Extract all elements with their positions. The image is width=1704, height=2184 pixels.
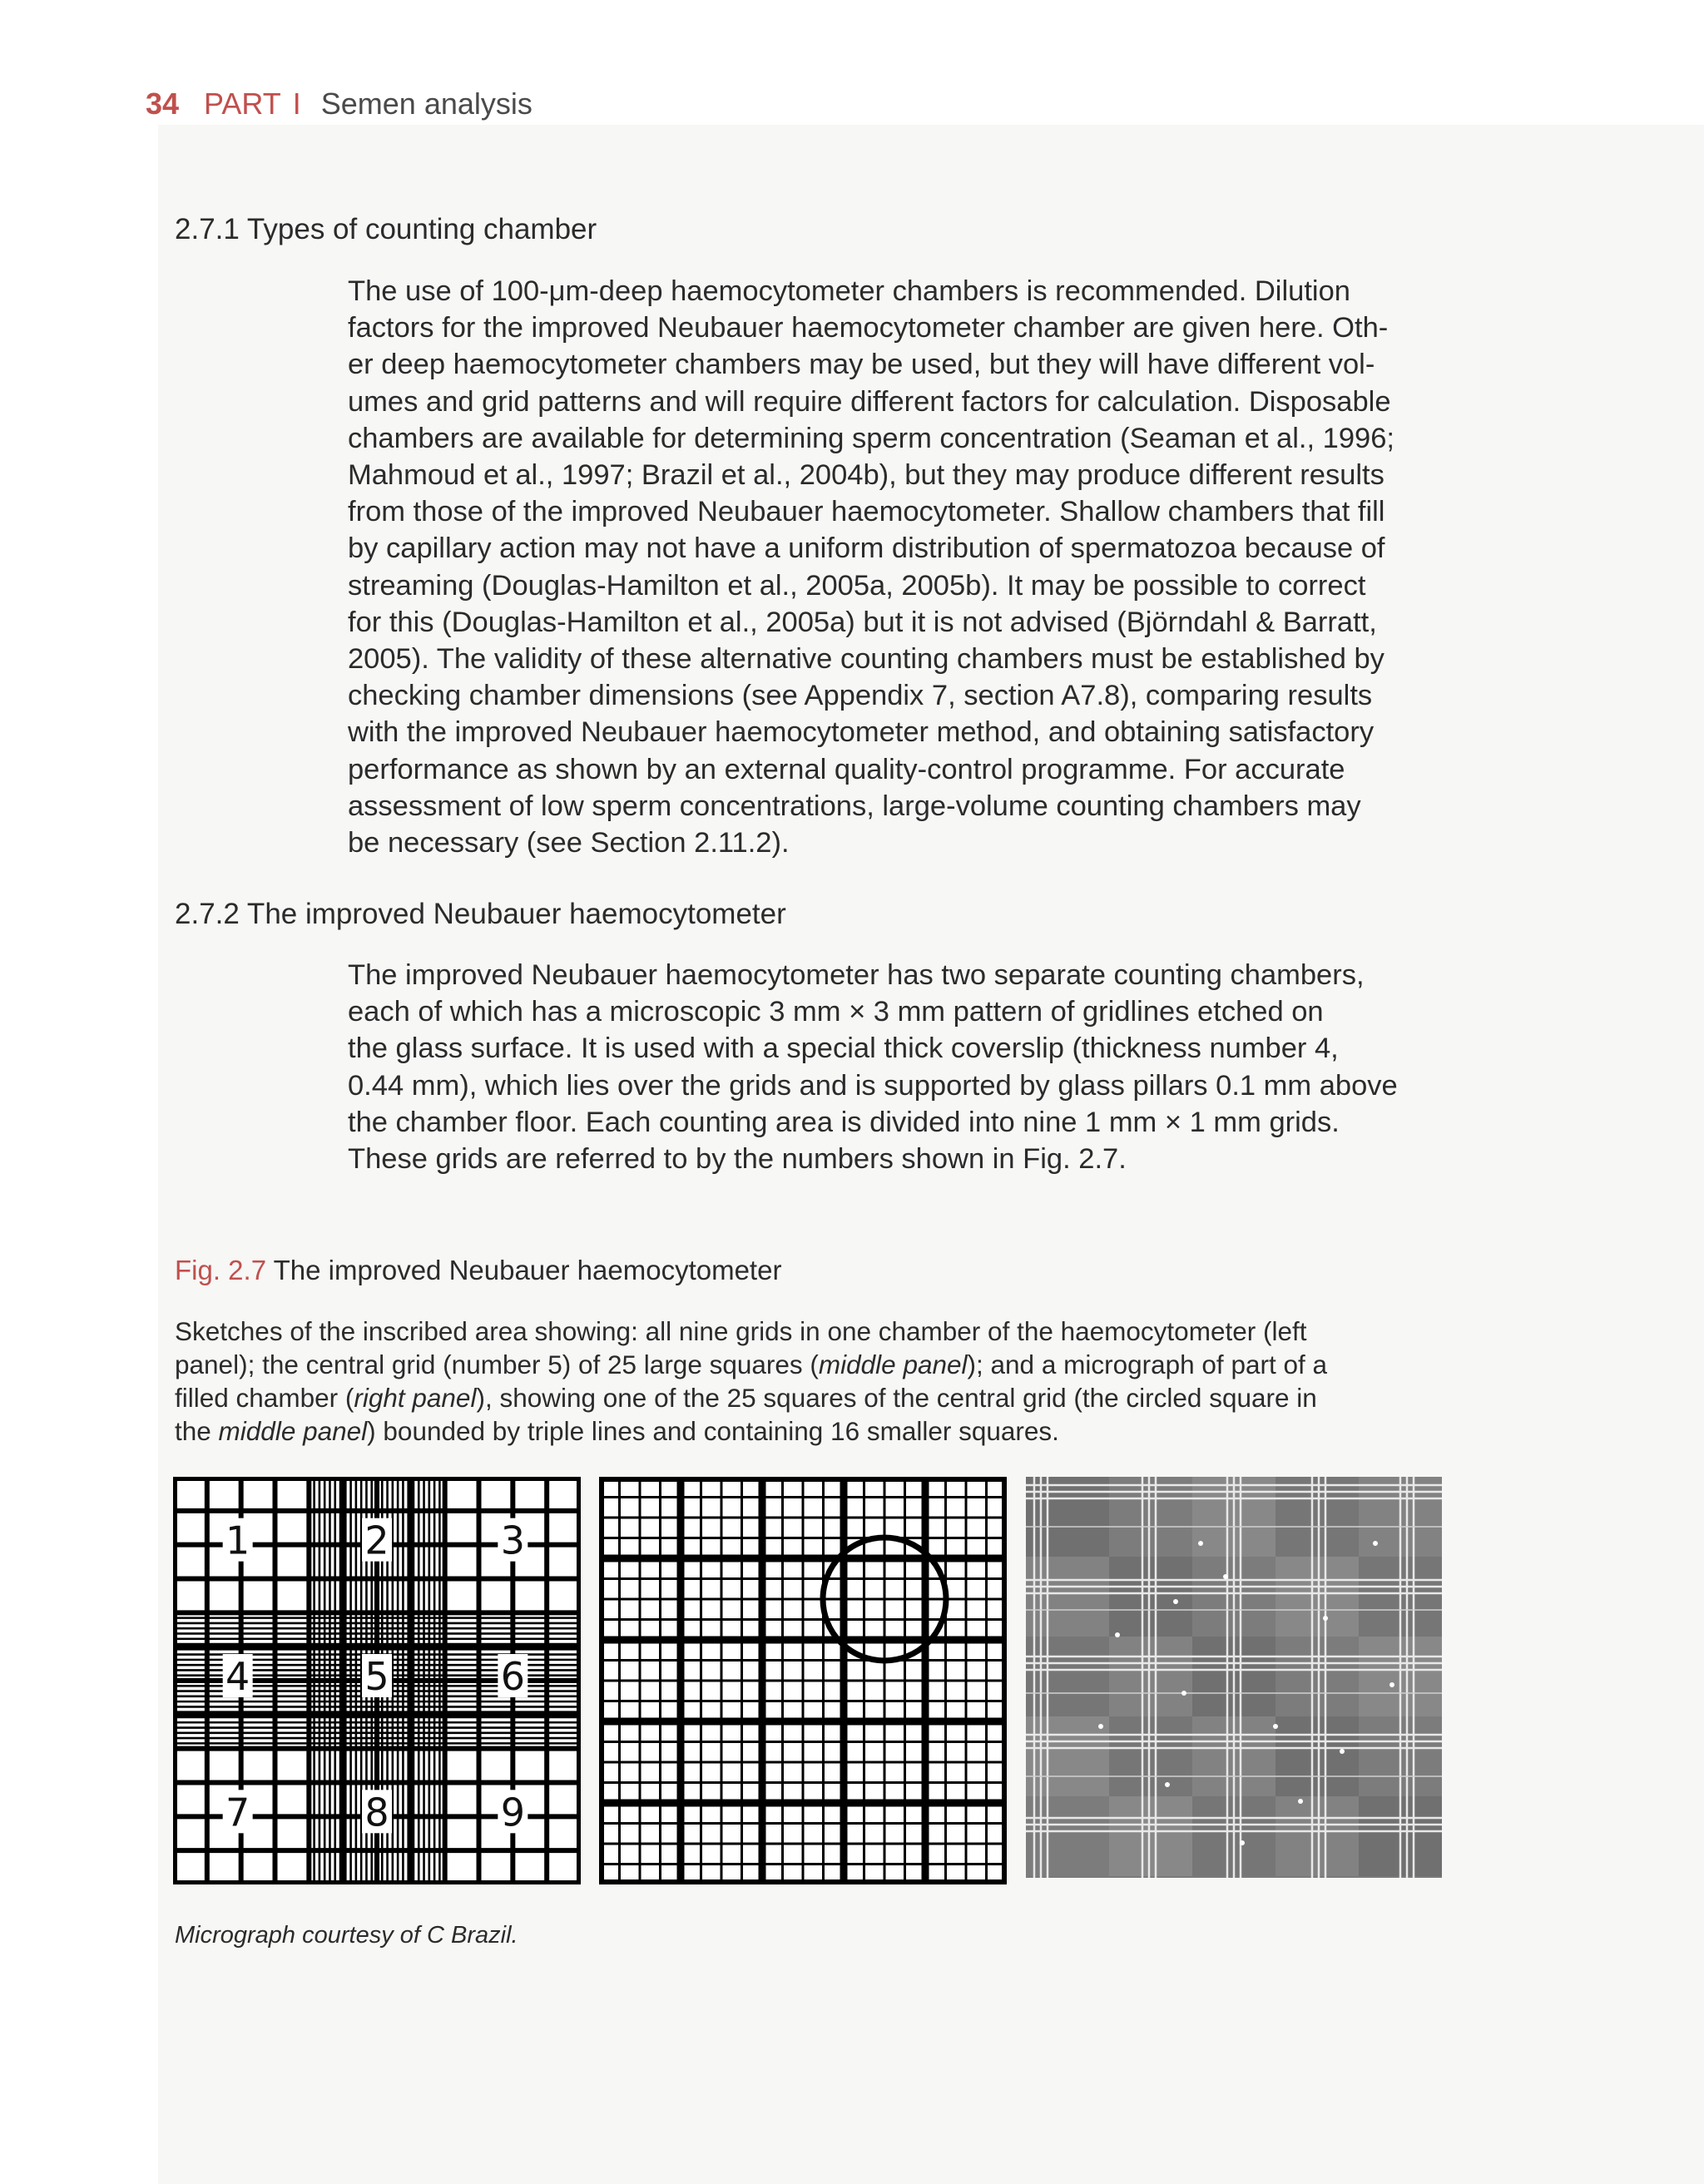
micrograph-tone <box>1276 1796 1359 1876</box>
sperm-cell <box>1173 1599 1178 1604</box>
sperm-cell <box>1273 1724 1278 1729</box>
text-line: the glass surface. It is used with a special thick coverslip (thickness number 4, <box>348 1033 1339 1065</box>
grid-number: 1 <box>225 1518 250 1563</box>
text-line: performance as shown by an external quality-control programme. For accurate <box>348 753 1345 785</box>
text-line: chambers are available for determining sperm concentration (Seaman et al., 1996; <box>348 422 1395 454</box>
sperm-cell <box>1389 1682 1394 1687</box>
sperm-cell <box>1181 1691 1186 1696</box>
text-line: er deep haemocytometer chambers may be used, but they will have different vol- <box>348 349 1375 381</box>
section-heading-2-7-1: 2.7.1 Types of counting chamber <box>175 213 597 245</box>
grid-number: 9 <box>500 1790 525 1835</box>
micrograph-image <box>1026 1477 1442 1878</box>
micrograph-tone <box>1276 1557 1359 1637</box>
micrograph-tone <box>1026 1557 1109 1637</box>
micrograph-tone <box>1026 1477 1109 1557</box>
sperm-cell <box>1115 1632 1120 1637</box>
grid-number: 7 <box>225 1790 250 1835</box>
sperm-cell <box>1165 1782 1170 1787</box>
running-title: Semen analysis <box>320 87 532 121</box>
central-grid-diagram <box>599 1477 1007 1884</box>
micrograph-tone <box>1109 1796 1192 1876</box>
caption-line: Sketches of the inscribed area showing: all nine grids in one chamber of the haemocytometer (left <box>175 1316 1307 1346</box>
text-line: each of which has a microscopic 3 mm × 3 mm pattern of gridlines etched on <box>348 996 1324 1028</box>
micrograph-tone <box>1026 1716 1109 1796</box>
caption-line: panel); the central grid (number 5) of 25 large squares (middle panel); and a micrograph of part of a <box>175 1350 1328 1379</box>
text-line: by capillary action may not have a uniform distribution of spermatozoa because of <box>348 532 1385 565</box>
sperm-cell <box>1340 1749 1345 1754</box>
micrograph-tone <box>1109 1716 1192 1796</box>
micrograph-tone <box>1026 1796 1109 1876</box>
text-line: The improved Neubauer haemocytometer has two separate counting chambers, <box>348 959 1365 991</box>
grid-number: 3 <box>500 1518 525 1563</box>
micrograph-tone <box>1276 1716 1359 1796</box>
caption-line: filled chamber (right panel), showing one of the 25 squares of the central grid (the circled square in <box>175 1383 1317 1413</box>
figure-label: Fig. 2.7 <box>175 1255 267 1285</box>
micrograph-tone <box>1109 1637 1192 1716</box>
text-line: umes and grid patterns and will require different factors for calculation. Disposable <box>348 385 1391 418</box>
sperm-cell <box>1240 1840 1245 1845</box>
figure-title-text: The improved Neubauer haemocytometer <box>273 1255 782 1285</box>
text-line: 0.44 mm), which lies over the grids and is supported by glass pillars 0.1 mm above <box>348 1069 1398 1102</box>
grid-number: 2 <box>364 1518 389 1563</box>
text-line: factors for the improved Neubauer haemocytometer chamber are given here. Oth- <box>348 312 1389 344</box>
text-line: with the improved Neubauer haemocytometer method, and obtaining satisfactory <box>348 716 1375 749</box>
figure-credit: Micrograph courtesy of C Brazil. <box>175 1922 518 1949</box>
section-heading-2-7-2: 2.7.2 The improved Neubauer haemocytometer <box>175 898 786 930</box>
micrograph-tone <box>1276 1477 1359 1557</box>
micrograph-tone <box>1109 1557 1192 1637</box>
text-line: The use of 100-μm-deep haemocytometer chambers is recommended. Dilution <box>348 275 1350 307</box>
text-line: the chamber floor. Each counting area is divided into nine 1 mm × 1 mm grids. <box>348 1106 1340 1138</box>
text-line: Mahmoud et al., 1997; Brazil et al., 2004b), but they may produce different results <box>348 459 1384 492</box>
text-line: checking chamber dimensions (see Appendix 7, section A7.8), comparing results <box>348 680 1373 712</box>
sperm-cell <box>1223 1574 1228 1579</box>
grid-number: 6 <box>500 1654 525 1699</box>
text-line: from those of the improved Neubauer haemocytometer. Shallow chambers that fill <box>348 496 1385 528</box>
part-label: PART <box>204 87 281 121</box>
micrograph-tone <box>1109 1477 1192 1557</box>
text-line: 2005). The validity of these alternative counting chambers must be established by <box>348 643 1384 676</box>
grid-number: 4 <box>225 1654 250 1699</box>
figure-title <box>175 1255 781 1286</box>
sperm-cell <box>1198 1541 1203 1546</box>
figure-caption <box>175 1315 1456 1448</box>
micrograph-tone <box>1276 1637 1359 1716</box>
sperm-cell <box>1373 1541 1378 1546</box>
page-number: 34 <box>146 87 180 121</box>
running-header <box>146 87 532 121</box>
text-line: streaming (Douglas-Hamilton et al., 2005a, 2005b). It may be possible to correct <box>348 569 1366 602</box>
text-line: These grids are referred to by the numbers shown in Fig. 2.7. <box>348 1143 1127 1176</box>
sperm-cell <box>1298 1799 1303 1804</box>
grid-number: 8 <box>364 1790 389 1835</box>
text-line: for this (Douglas-Hamilton et al., 2005a) but it is not advised (Björndahl & Barratt, <box>348 606 1377 638</box>
caption-line: the middle panel) bounded by triple lines and containing 16 smaller squares. <box>175 1416 1059 1446</box>
micrograph-tone <box>1026 1637 1109 1716</box>
section-2-7-1-body <box>348 273 1446 861</box>
grid-number: 5 <box>364 1654 389 1699</box>
part-numeral: I <box>292 87 301 121</box>
section-2-7-2-body <box>348 957 1446 1177</box>
text-line: be necessary (see Section 2.11.2). <box>348 827 790 859</box>
nine-grid-chamber-diagram <box>173 1477 581 1884</box>
text-line: assessment of low sperm concentrations, large-volume counting chambers may <box>348 790 1361 822</box>
sperm-cell <box>1098 1724 1103 1729</box>
sperm-cell <box>1323 1616 1328 1621</box>
